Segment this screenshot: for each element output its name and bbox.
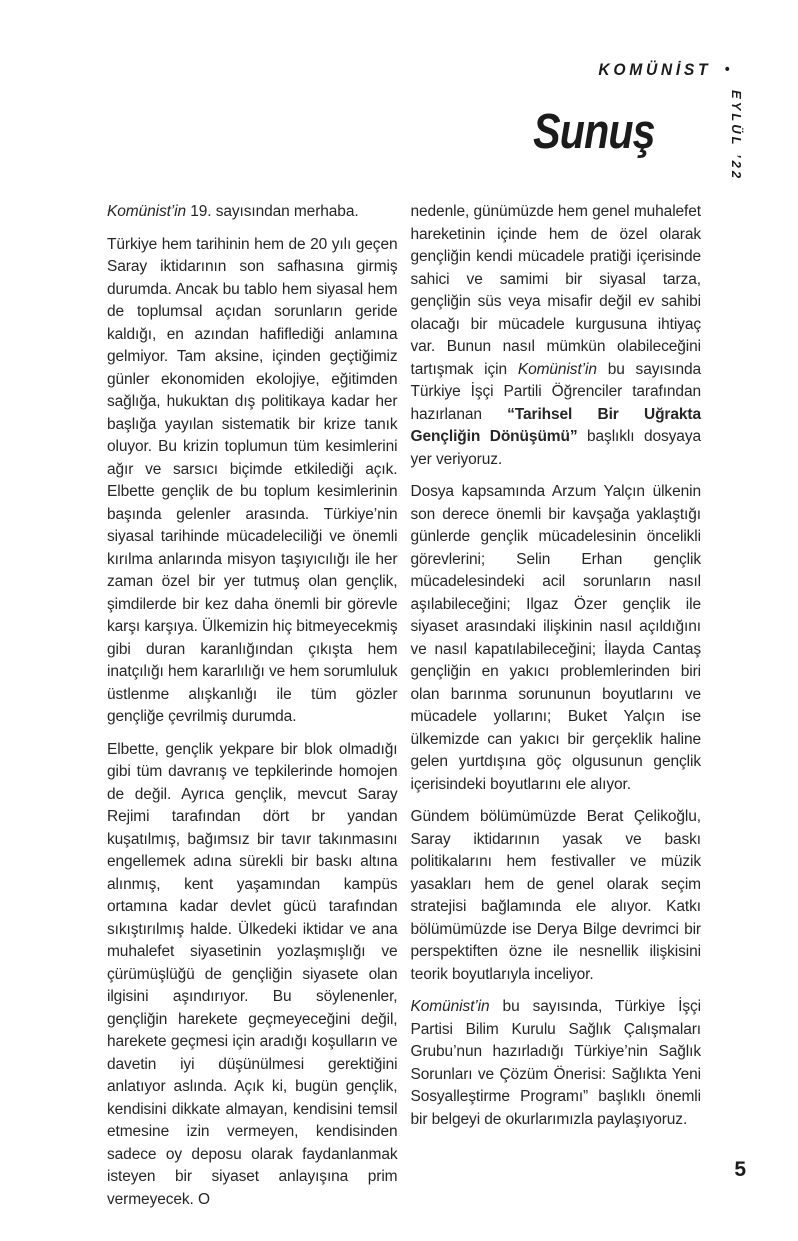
text-segment: bu sayısında, Türkiye İşçi Partisi Bilim Kurulu Sağlık Çalışmaları Grubu’nun hazırladığı Türkiye’nin Sağlık Sorunları ve Çözüm Önerisi: Sağlıkta Yeni Sosyalleştirme Programı” başlıklı önemli bir belgeyi de okurlarımızla paylaşıyoruz. bbox=[410, 998, 701, 1128]
text-segment: Gündem bölümümüzde Berat Çelikoğlu, Saray iktidarının yasak ve baskı politikalarını hem festivaller ve müzik yasakları hem de genel olarak seçim stratejisi bağlamında ele alıyor. Katkı bölümümüzde ise Derya Bilge devrimci bir perspektiften özne ile nesnellik ilişkisini teorik boyutlarıyla inceliyor. bbox=[410, 808, 701, 983]
bullet-icon: • bbox=[725, 61, 730, 78]
magazine-title: KOMÜNİST bbox=[598, 60, 712, 79]
paragraph bbox=[411, 996, 702, 1131]
text-segment: Komünist’in bbox=[517, 360, 597, 378]
text-segment: 19. sayısından merhaba. bbox=[186, 203, 359, 220]
paragraph bbox=[107, 234, 398, 729]
page-number: 5 bbox=[734, 1158, 746, 1181]
paragraph-greeting bbox=[107, 201, 398, 224]
text-segment: “Tarihsel Bir Uğrakta Gençliğin Dönüşümü” bbox=[410, 405, 701, 445]
masthead bbox=[599, 60, 730, 80]
text-segment: başlıklı dosyaya yer veriyoruz. bbox=[410, 428, 701, 468]
paragraph bbox=[411, 806, 702, 986]
text-segment: bu sayısında Türkiye İşçi Partili Öğrenciler tarafından hazırlanan bbox=[410, 360, 701, 423]
article-body bbox=[107, 201, 701, 1221]
text-segment: Dosya kapsamında Arzum Yalçın ülkenin son derece önemli bir kavşağa yaklaştığı günlerde gençlik mücadelesinin öncelikli görevlerini; Selin Erhan gençlik mücadelesindeki acil sorunların nasıl aşılabileceğini; Ilgaz Özer gençlik ile siyaset arasındaki ilişkinin nasıl açıldığını ve nasıl kapatılabileceğini; İlayda Cantaş gençliğin en yakıcı problemlerinden biri olan barınma sorununun boyutlarını ve mücadele yollarını; Buket Yalçın ise ülkemizde can yakıcı bir gerçeklik haline gelen yurtdışına göç olgusunun gençlik içerisindeki boyutlarını ele alıyor. bbox=[410, 483, 701, 793]
paragraph bbox=[107, 739, 398, 1212]
text-segment: Türkiye hem tarihinin hem de 20 yılı geçen Saray iktidarının son safhasına girmiş durumda. Ancak bu tablo hem siyasal hem de toplumsal açıdan sorunların geride kaldığı, en azından hafiflediği anlamına gelmiyor. Tam aksine, içinden geçtiğimiz günler ekonomiden ekolojiye, eğitimden sağlığa, hukuktan dış politikaya kadar her başlığa yayılan sistematik bir krize tanık oluyor. Bu krizin toplumun tüm kesimlerini ağır ve sarsıcı biçimde etkilediği açık. Elbette gençlik de bu toplum kesimlerinin başında gelenler arasında. Türkiye’nin siyasal tarihinde mücadeleciliği ve önemli kırılma anlarında misyon taşıyıcılığı ile her zaman özel bir yer tutmuş olan gençlik, şimdilerde bir kez daha önemli bir görevle karşı karşıya. Ülkemizin hiç bitmeyecekmiş gibi duran karanlığından çıkışta hem inatçılığı hem kararlılığı ve hem sorumluluk üstlenme alışkanlığı ile tüm gözler gençliğe çevrilmiş durumda. bbox=[107, 235, 398, 725]
paragraph bbox=[411, 481, 702, 796]
text-segment: Komünist’in bbox=[410, 998, 490, 1015]
right-column bbox=[411, 201, 702, 1221]
issue-date: EYLÜL ’22 bbox=[729, 90, 744, 182]
page-title: Sunuş bbox=[533, 105, 655, 159]
paragraph bbox=[411, 201, 702, 471]
text-segment: Elbette, gençlik yekpare bir blok olmadığı gibi tüm davranış ve tepkilerinde homojen de değil. Ayrıca gençlik, mevcut Saray Rejimi tarafından dört br yandan kuşatılmış, bağımsız bir tavır takınmasını engellemek adına sürekli bir baskı altına alınmış, kent yaşamından kampüs ortamına kadar devlet gücü tarafından sıkıştırılmış halde. Ülkedeki iktidar ve ana muhalefet siyasetinin yozlaşmışlığı ve çürümüşlüğü de gençliğin siyasete olan ilgisini aşındırıyor. Bu söylenenler, gençliğin harekete geçmeyeceğini değil, harekete geçmesi için aradığı koşulların ve davetin iyi düşünülmesi gerektiğini anlatıyor aslında. Açık ki, bugün gençlik, kendisini dikkate almayan, kendisini temsil etmesine izin vermeyen, kendisinden sadece oy deposu olarak faydanlanmak isteyen bir siyaset anlayışına prim vermeyecek. O bbox=[107, 740, 398, 1208]
text-segment: Komünist’in bbox=[107, 203, 187, 220]
text-segment: nedenle, günümüzde hem genel muhalefet hareketinin içinde hem de özel olarak gençliğin kendi mücadele pratiği içerisinde sahici ve samimi bir siyasal tarza, gençliğin süs veya misafir değil ev sahibi olacağı bir mücadele kurgusuna ihtiyaç var. Bunun nasıl mümkün olabileceğini tartışmak için bbox=[410, 203, 701, 378]
left-column bbox=[107, 201, 398, 1221]
